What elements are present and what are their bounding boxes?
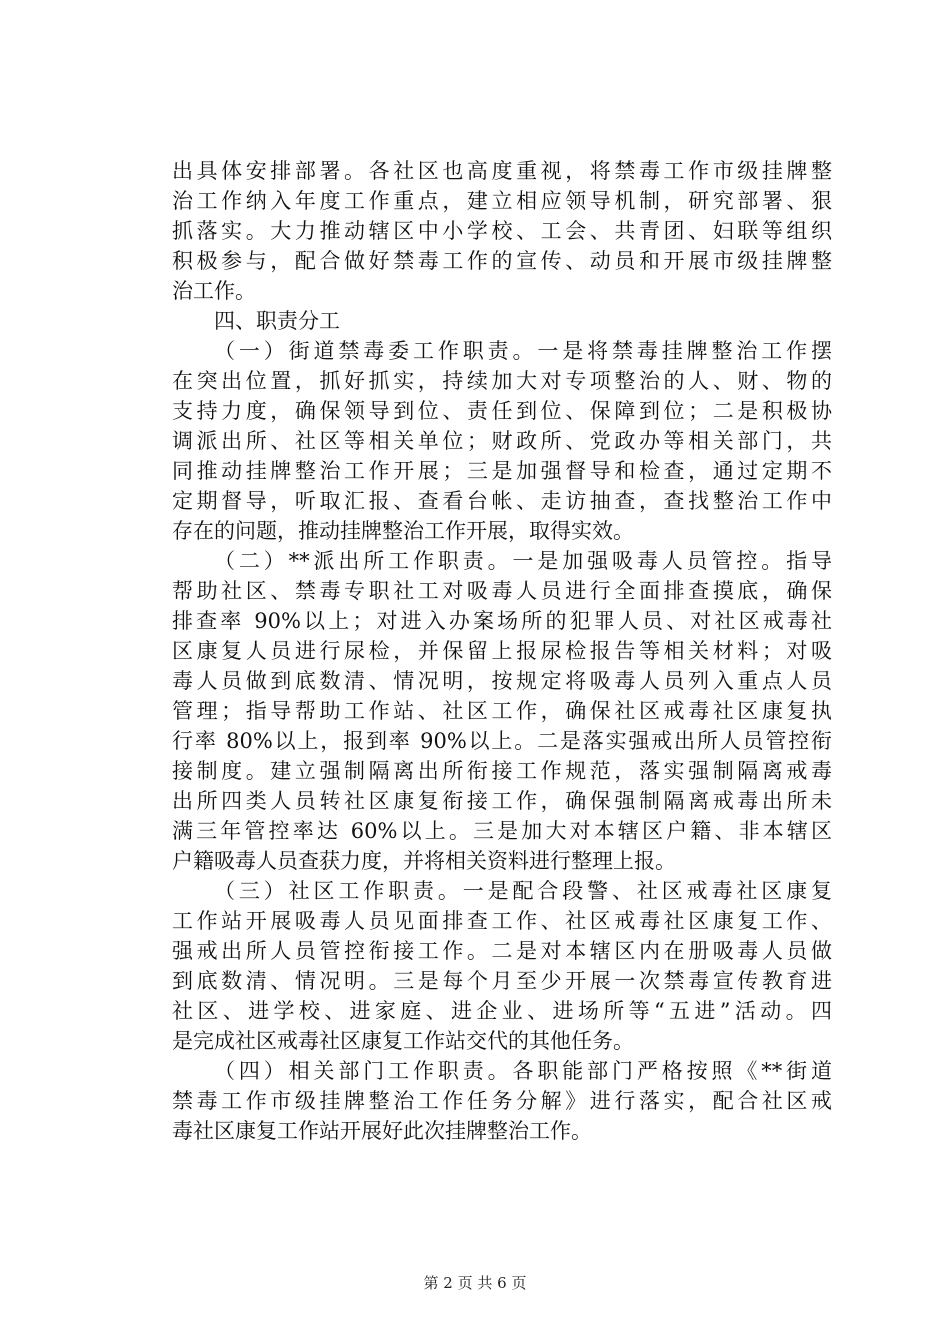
paragraph-line: 帮助社区、禁毒专职社工对吸毒人员进行全面排查摸底，确保 [172, 579, 832, 603]
paragraph-line: 社区、进学校、进家庭、进企业、进场所等“五进”活动。四 [172, 999, 832, 1023]
paragraph-line: （二）**派出所工作职责。一是加强吸毒人员管控。指导 [214, 549, 832, 573]
paragraph-line: 毒人员做到底数清、情况明，按规定将吸毒人员列入重点人员 [172, 669, 832, 693]
paragraph-line: 接制度。建立强制隔离出所衔接工作规范，落实强制隔离戒毒 [172, 759, 832, 783]
paragraph-line: 治工作纳入年度工作重点，建立相应领导机制，研究部署、狠 [172, 189, 832, 213]
paragraph-line: 到底数清、情况明。三是每个月至少开展一次禁毒宣传教育进 [172, 969, 832, 993]
paragraph-line: 毒社区康复工作站开展好此次挂牌整治工作。 [172, 1119, 592, 1143]
paragraph-line: 同推动挂牌整治工作开展；三是加强督导和检查，通过定期不 [172, 459, 832, 483]
paragraph-line: 积极参与，配合做好禁毒工作的宣传、动员和开展市级挂牌整 [172, 249, 832, 273]
paragraph-line: （三）社区工作职责。一是配合段警、社区戒毒社区康复 [214, 879, 832, 903]
paragraph-line: 存在的问题，推动挂牌整治工作开展，取得实效。 [172, 519, 634, 543]
paragraph-line: 强戒出所人员管控衔接工作。二是对本辖区内在册吸毒人员做 [172, 939, 832, 963]
paragraph-line: 是完成社区戒毒社区康复工作站交代的其他任务。 [172, 1029, 634, 1053]
paragraph-line: 满三年管控率达 60%以上。三是加大对本辖区户籍、非本辖区 [172, 819, 832, 843]
paragraph-line: 出具体安排部署。各社区也高度重视，将禁毒工作市级挂牌整 [172, 159, 832, 183]
paragraph-line: 在突出位置，抓好抓实，持续加大对专项整治的人、财、物的 [172, 369, 832, 393]
paragraph-line: （一）街道禁毒委工作职责。一是将禁毒挂牌整治工作摆 [214, 339, 832, 363]
paragraph-line: 定期督导，听取汇报、查看台帐、走访抽查，查找整治工作中 [172, 489, 832, 513]
paragraph-line: （四）相关部门工作职责。各职能部门严格按照《**街道 [214, 1059, 832, 1083]
paragraph-line: 管理；指导帮助工作站、社区工作，确保社区戒毒社区康复执 [172, 699, 832, 723]
paragraph-line: 出所四类人员转社区康复衔接工作，确保强制隔离戒毒出所未 [172, 789, 832, 813]
paragraph-line: 排查率 90%以上；对进入办案场所的犯罪人员、对社区戒毒社 [172, 609, 832, 633]
paragraph-line: 区康复人员进行尿检，并保留上报尿检报告等相关材料；对吸 [172, 639, 832, 663]
paragraph-line: 行率 80%以上，报到率 90%以上。二是落实强戒出所人员管控衔 [172, 729, 832, 753]
paragraph-line: 抓落实。大力推动辖区中小学校、工会、共青团、妇联等组织 [172, 219, 832, 243]
document-body [172, 156, 832, 1146]
paragraph-line: 工作站开展吸毒人员见面排查工作、社区戒毒社区康复工作、 [172, 909, 832, 933]
paragraph-line: 禁毒工作市级挂牌整治工作任务分解》进行落实，配合社区戒 [172, 1089, 832, 1113]
section-heading: 四、职责分工 [214, 309, 340, 333]
paragraph-line: 支持力度，确保领导到位、责任到位、保障到位；二是积极协 [172, 399, 832, 423]
paragraph-line: 户籍吸毒人员查获力度，并将相关资料进行整理上报。 [172, 849, 676, 873]
page-footer: 第 2 页 共 6 页 [423, 1274, 527, 1292]
paragraph-line: 调派出所、社区等相关单位；财政所、党政办等相关部门，共 [172, 429, 832, 453]
paragraph-line: 治工作。 [172, 279, 256, 303]
